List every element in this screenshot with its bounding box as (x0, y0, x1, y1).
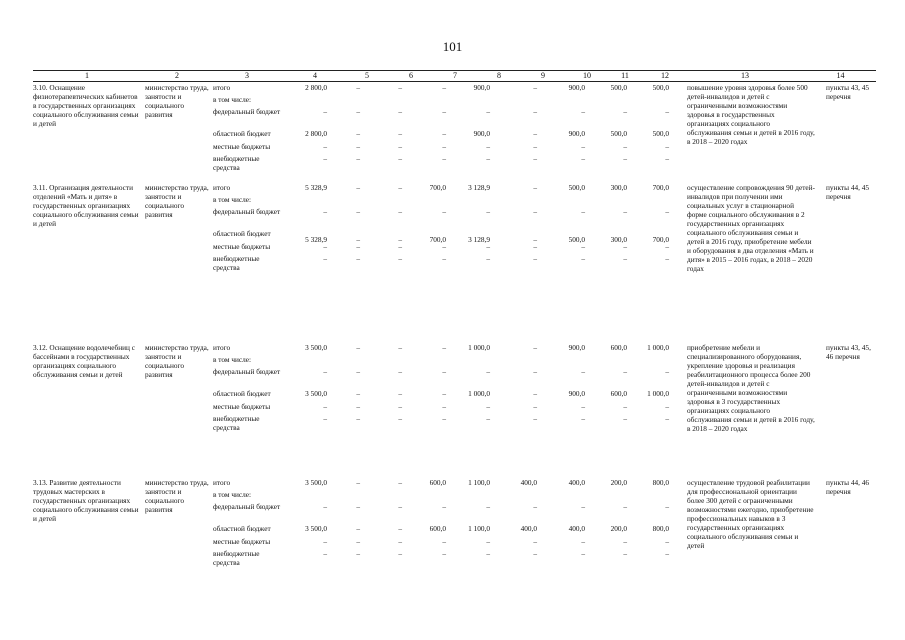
funding-source-label: областной бюджет (213, 229, 271, 238)
amount-cell: – (486, 142, 490, 151)
amount-cell: 1 000,0 (468, 343, 490, 352)
column-header: 1 (85, 71, 89, 80)
amount-cell: 300,0 (610, 183, 627, 192)
column-header: 10 (583, 71, 591, 80)
amount-cell: – (398, 402, 402, 411)
page-number: 101 (442, 39, 463, 54)
amount-cell: 900,0 (473, 83, 490, 92)
basis: пункты 43, 45, 46 перечня (826, 343, 871, 361)
amount-cell: 1 100,0 (468, 524, 490, 533)
amount-cell: 500,0 (652, 129, 669, 138)
funding-source-label: итого (213, 478, 231, 487)
amount-cell: – (356, 235, 360, 244)
amount-cell: – (442, 129, 446, 138)
amount-cell: 400,0 (520, 478, 537, 487)
amount-cell: 500,0 (652, 83, 669, 92)
amount-cell: – (356, 83, 360, 92)
amount-cell: – (486, 414, 490, 423)
column-header: 3 (245, 71, 249, 80)
amount-cell: – (486, 154, 490, 163)
amount-cell: – (533, 142, 537, 151)
amount-cell: – (356, 142, 360, 151)
amount-cell: – (398, 107, 402, 116)
amount-cell: – (442, 549, 446, 558)
column-header: 9 (541, 71, 545, 80)
amount-cell: 3 128,9 (468, 183, 490, 192)
amount-cell: – (533, 235, 537, 244)
funding-source-label: местные бюджеты (213, 537, 271, 546)
amount-cell: – (665, 537, 669, 546)
amount-cell: 2 800,0 (305, 83, 327, 92)
amount-cell: – (356, 414, 360, 423)
amount-cell: – (442, 207, 446, 216)
funding-source-label: итого (213, 183, 231, 192)
funding-source-label: местные бюджеты (213, 402, 271, 411)
table-row (33, 183, 876, 293)
executor: министерство труда, занятости и социального развития (145, 343, 209, 379)
amount-cell: – (533, 502, 537, 511)
column-header: 12 (661, 71, 669, 80)
amount-cell: 3 500,0 (305, 524, 327, 533)
amount-cell: 500,0 (568, 183, 585, 192)
amount-cell: – (356, 478, 360, 487)
amount-cell: 600,0 (610, 343, 627, 352)
table-row (33, 83, 876, 193)
amount-cell: 500,0 (610, 129, 627, 138)
amount-cell: – (442, 502, 446, 511)
amount-cell: 700,0 (429, 235, 446, 244)
measure-name: 3.13. Развитие деятельности трудовых мастерских в государственных организациях социального обслуживания семьи и детей (33, 478, 139, 523)
table-header (33, 70, 876, 82)
amount-cell: – (665, 142, 669, 151)
amount-cell: – (356, 367, 360, 376)
amount-cell: – (398, 207, 402, 216)
amount-cell: – (623, 549, 627, 558)
funding-source-label: федеральный бюджет (213, 107, 281, 116)
executor: министерство труда, занятости и социального развития (145, 183, 209, 219)
amount-cell: – (323, 107, 327, 116)
expected-result: повышение уровня здоровья более 500 детей-инвалидов и детей с ограниченными возможностями здоровья в государственных организациях социального обслуживания семьи и детей в 2016 году, в 2018 – 2020 годах (687, 83, 815, 146)
amount-cell: – (533, 389, 537, 398)
amount-cell: – (398, 414, 402, 423)
amount-cell: 400,0 (568, 478, 585, 487)
amount-cell: – (323, 142, 327, 151)
amount-cell: – (581, 549, 585, 558)
amount-cell: – (623, 254, 627, 263)
executor: министерство труда, занятости и социального развития (145, 478, 209, 514)
funding-source-label: в том числе: (213, 195, 252, 204)
amount-cell: – (398, 254, 402, 263)
amount-cell: – (398, 343, 402, 352)
amount-cell: 1 000,0 (468, 389, 490, 398)
amount-cell: 200,0 (610, 524, 627, 533)
amount-cell: – (533, 537, 537, 546)
amount-cell: – (442, 154, 446, 163)
amount-cell: – (486, 207, 490, 216)
amount-cell: 1 000,0 (647, 389, 669, 398)
amount-cell: – (356, 549, 360, 558)
amount-cell: – (442, 414, 446, 423)
amount-cell: – (398, 524, 402, 533)
amount-cell: 5 328,9 (305, 235, 327, 244)
funding-source-label: в том числе: (213, 490, 252, 499)
amount-cell: – (398, 389, 402, 398)
amount-cell: – (581, 142, 585, 151)
column-header: 14 (836, 71, 845, 80)
amount-cell: – (398, 235, 402, 244)
amount-cell: – (442, 537, 446, 546)
amount-cell: – (665, 207, 669, 216)
funding-source-label: в том числе: (213, 95, 252, 104)
amount-cell: – (665, 154, 669, 163)
amount-cell: 700,0 (652, 183, 669, 192)
amount-cell: 900,0 (568, 389, 585, 398)
amount-cell: – (533, 402, 537, 411)
expected-result: осуществление сопровождения 90 детей-инвалидов при получении ими социальных услуг в стационарной форме социального обслуживания в 2 государственных организациях социального обслуживания семьи и детей в 2016 году, приобретение мебели и оборудования в два отделения «Мать и дитя» в 2015 – 2016 годах, в 2018 – 2020 годах (687, 183, 815, 273)
amount-cell: – (323, 537, 327, 546)
funding-source-label: в том числе: (213, 355, 252, 364)
column-header: 6 (409, 71, 413, 80)
amount-cell: – (323, 414, 327, 423)
amount-cell: – (665, 242, 669, 251)
amount-cell: – (442, 343, 446, 352)
amount-cell: – (581, 402, 585, 411)
amount-cell: – (623, 414, 627, 423)
amount-cell: – (323, 207, 327, 216)
amount-cell: – (533, 367, 537, 376)
funding-source-label: областной бюджет (213, 389, 271, 398)
amount-cell: – (398, 183, 402, 192)
amount-cell: – (323, 154, 327, 163)
funding-source-label: областной бюджет (213, 524, 271, 533)
amount-cell: 500,0 (568, 235, 585, 244)
amount-cell: – (581, 537, 585, 546)
amount-cell: 3 500,0 (305, 478, 327, 487)
amount-cell: – (665, 414, 669, 423)
amount-cell: 700,0 (652, 235, 669, 244)
amount-cell: – (442, 107, 446, 116)
amount-cell: 600,0 (610, 389, 627, 398)
amount-cell: – (665, 549, 669, 558)
amount-cell: – (398, 129, 402, 138)
funding-source-label: итого (213, 83, 231, 92)
amount-cell: – (442, 142, 446, 151)
column-header: 7 (453, 71, 457, 80)
amount-cell: – (581, 207, 585, 216)
basis: пункты 43, 45 перечня (826, 83, 870, 101)
amount-cell: 1 000,0 (647, 343, 669, 352)
amount-cell: – (533, 129, 537, 138)
amount-cell: – (533, 414, 537, 423)
amount-cell: – (623, 367, 627, 376)
amount-cell: 700,0 (429, 183, 446, 192)
funding-source-label: федеральный бюджет (213, 502, 281, 511)
amount-cell: – (323, 242, 327, 251)
amount-cell: – (623, 207, 627, 216)
amount-cell: – (533, 107, 537, 116)
amount-cell: – (486, 107, 490, 116)
amount-cell: 300,0 (610, 235, 627, 244)
amount-cell: – (486, 254, 490, 263)
amount-cell: – (486, 549, 490, 558)
amount-cell: – (323, 402, 327, 411)
amount-cell: – (486, 502, 490, 511)
amount-cell: – (581, 154, 585, 163)
amount-cell: – (356, 242, 360, 251)
amount-cell: – (356, 524, 360, 533)
amount-cell: 900,0 (473, 129, 490, 138)
amount-cell: – (356, 254, 360, 263)
amount-cell: – (665, 502, 669, 511)
amount-cell: 500,0 (610, 83, 627, 92)
amount-cell: – (398, 478, 402, 487)
amount-cell: – (623, 242, 627, 251)
amount-cell: – (533, 207, 537, 216)
amount-cell: – (356, 107, 360, 116)
amount-cell: – (442, 254, 446, 263)
amount-cell: – (581, 254, 585, 263)
column-header: 2 (175, 71, 179, 80)
amount-cell: – (356, 129, 360, 138)
amount-cell: – (581, 242, 585, 251)
amount-cell: – (356, 207, 360, 216)
amount-cell: 900,0 (568, 83, 585, 92)
amount-cell: – (398, 83, 402, 92)
amount-cell: – (442, 367, 446, 376)
amount-cell: – (356, 154, 360, 163)
amount-cell: – (486, 537, 490, 546)
amount-cell: 3 500,0 (305, 343, 327, 352)
amount-cell: 2 800,0 (305, 129, 327, 138)
amount-cell: 200,0 (610, 478, 627, 487)
amount-cell: 800,0 (652, 524, 669, 533)
basis: пункты 44, 45 перечня (826, 183, 870, 201)
amount-cell: 3 500,0 (305, 389, 327, 398)
amount-cell: – (533, 154, 537, 163)
funding-source-label: местные бюджеты (213, 142, 271, 151)
amount-cell: 5 328,9 (305, 183, 327, 192)
amount-cell: – (442, 83, 446, 92)
amount-cell: – (323, 502, 327, 511)
amount-cell: 900,0 (568, 129, 585, 138)
amount-cell: – (623, 402, 627, 411)
amount-cell: – (442, 242, 446, 251)
amount-cell: 600,0 (429, 478, 446, 487)
amount-cell: – (356, 343, 360, 352)
basis: пункты 44, 46 перечня (826, 478, 870, 496)
funding-source-label: федеральный бюджет (213, 367, 281, 376)
amount-cell: – (356, 537, 360, 546)
amount-cell: 400,0 (568, 524, 585, 533)
column-header: 13 (741, 71, 749, 80)
amount-cell: 800,0 (652, 478, 669, 487)
amount-cell: 600,0 (429, 524, 446, 533)
amount-cell: – (356, 183, 360, 192)
amount-cell: – (356, 389, 360, 398)
measure-name: 3.10. Оснащение физиотерапевтических кабинетов в государственных организациях социального обслуживания семьи и детей (33, 83, 139, 128)
funding-source-label: федеральный бюджет (213, 207, 281, 216)
measure-name: 3.11. Организация деятельности отделений «Мать и дитя» в государственных организациях социального обслуживания семьи и детей (33, 183, 139, 228)
amount-cell: – (398, 367, 402, 376)
amount-cell: – (623, 537, 627, 546)
amount-cell: – (356, 402, 360, 411)
amount-cell: – (398, 502, 402, 511)
amount-cell: – (665, 367, 669, 376)
funding-source-label: областной бюджет (213, 129, 271, 138)
amount-cell: – (533, 183, 537, 192)
amount-cell: – (665, 107, 669, 116)
amount-cell: – (323, 367, 327, 376)
amount-cell: – (533, 242, 537, 251)
expected-result: приобретение мебели и специализированного оборудования, укрепление здоровья и реализация реабилитационного процесса более 200 детей-инвалидов и детей с ограниченными возможностями здоровья в 3 государственных организациях социального обслуживания семьи и детей в 2016 году, в 2018 – 2020 годах (687, 343, 815, 433)
amount-cell: – (581, 367, 585, 376)
amount-cell: – (323, 254, 327, 263)
funding-source-label: итого (213, 343, 231, 352)
amount-cell: – (581, 414, 585, 423)
amount-cell: – (486, 242, 490, 251)
amount-cell: – (398, 242, 402, 251)
column-header: 11 (621, 71, 629, 80)
amount-cell: – (323, 549, 327, 558)
column-header: 5 (365, 71, 369, 80)
amount-cell: – (665, 402, 669, 411)
column-header: 4 (313, 71, 317, 80)
amount-cell: – (442, 389, 446, 398)
table-row (33, 343, 876, 453)
funding-source-label: местные бюджеты (213, 242, 271, 251)
amount-cell: – (398, 154, 402, 163)
amount-cell: – (623, 107, 627, 116)
amount-cell: – (533, 254, 537, 263)
amount-cell: – (486, 367, 490, 376)
amount-cell: – (623, 142, 627, 151)
funding-source-label: внебюджетные средства (213, 549, 260, 567)
amount-cell: – (623, 502, 627, 511)
amount-cell: 3 128,9 (468, 235, 490, 244)
amount-cell: – (665, 254, 669, 263)
column-header: 8 (497, 71, 501, 80)
funding-source-label: внебюджетные средства (213, 414, 260, 432)
amount-cell: – (398, 537, 402, 546)
amount-cell: – (442, 402, 446, 411)
executor: министерство труда, занятости и социального развития (145, 83, 209, 119)
amount-cell: – (533, 83, 537, 92)
amount-cell: – (581, 502, 585, 511)
amount-cell: – (356, 502, 360, 511)
amount-cell: 900,0 (568, 343, 585, 352)
funding-source-label: внебюджетные средства (213, 154, 260, 172)
amount-cell: – (486, 402, 490, 411)
amount-cell: 400,0 (520, 524, 537, 533)
expected-result: осуществление трудовой реабилитации для профессиональной ориентации более 300 детей с ограниченными возможностями ежегодно, приобретение профессиональных навыков в 3 государственных организациях социального обслуживания семьи и детей (687, 478, 814, 550)
amount-cell: – (533, 549, 537, 558)
amount-cell: – (398, 142, 402, 151)
amount-cell: – (398, 549, 402, 558)
funding-source-label: внебюджетные средства (213, 254, 260, 272)
amount-cell: – (623, 154, 627, 163)
table-row (33, 478, 876, 588)
amount-cell: – (581, 107, 585, 116)
measure-name: 3.12. Оснащение водолечебниц с бассейнами в государственных организациях социального обслуживания семьи и детей (33, 343, 135, 379)
amount-cell: 1 100,0 (468, 478, 490, 487)
amount-cell: – (533, 343, 537, 352)
